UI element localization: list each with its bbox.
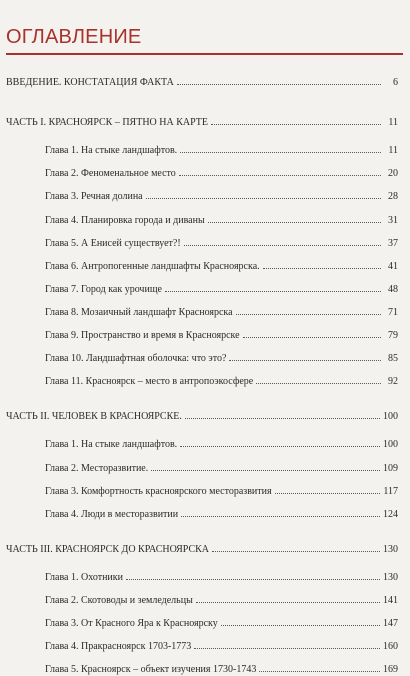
toc-entry-title: Глава 7. Город как урочище bbox=[45, 283, 162, 295]
toc-entry-title: ВВЕДЕНИЕ. КОНСТАТАЦИЯ ФАКТА bbox=[6, 77, 174, 88]
toc-entry-title: Глава 6. Антропогенные ландшафты Красноярска. bbox=[45, 260, 260, 272]
title-underline bbox=[6, 53, 403, 55]
toc-page-number: 147 bbox=[383, 618, 398, 630]
toc-entry-title: Глава 5. Красноярск – объект изучения 1730-1743 bbox=[45, 664, 257, 676]
toc-entry-title: Глава 2. Скотоводы и земледельцы bbox=[45, 595, 193, 606]
toc-dot-leader bbox=[165, 291, 381, 292]
toc-dot-leader bbox=[179, 175, 381, 176]
toc-dot-leader bbox=[243, 337, 381, 338]
toc-page-number: 48 bbox=[388, 283, 398, 295]
toc-entry-title: Глава 4. Люди в месторазвитии bbox=[45, 508, 179, 520]
toc-dot-leader bbox=[211, 124, 381, 125]
toc-chapter-entry bbox=[6, 641, 398, 653]
toc-entry-title: Глава 1. На стыке ландшафтов. bbox=[45, 145, 178, 157]
toc-dot-leader bbox=[263, 268, 381, 269]
toc-page-number: 124 bbox=[383, 508, 398, 520]
toc-page-number: 169 bbox=[383, 664, 398, 676]
toc-chapter-entry bbox=[6, 618, 398, 630]
toc-chapter-entry bbox=[6, 238, 398, 250]
toc-entry-title: Глава 4. Пракрасноярск 1703-1773 bbox=[45, 641, 192, 653]
toc-page-number: 100 bbox=[383, 439, 398, 451]
toc-page-number: 130 bbox=[383, 543, 398, 555]
toc-chapter-entry bbox=[6, 261, 398, 273]
toc-chapter-entry bbox=[6, 595, 398, 607]
toc-entry-title: Глава 11. Красноярск – место в антропоэкосфере bbox=[45, 376, 254, 388]
toc-chapter-entry bbox=[6, 439, 398, 451]
toc-page-number: 20 bbox=[388, 168, 398, 180]
toc-chapter-entry bbox=[6, 509, 398, 521]
toc-page-number: 117 bbox=[383, 485, 398, 497]
toc-page-number: 100 bbox=[383, 411, 398, 423]
toc-chapter-entry bbox=[6, 353, 398, 365]
toc-page-number: 31 bbox=[388, 214, 398, 226]
toc-dot-leader bbox=[180, 446, 380, 447]
toc-entry-title: ЧАСТЬ I. КРАСНОЯРСК – ПЯТНО НА КАРТЕ bbox=[6, 117, 209, 129]
toc-entry-title: ЧАСТЬ II. ЧЕЛОВЕК В КРАСНОЯРСКЕ. bbox=[6, 411, 182, 423]
toc-dot-leader bbox=[177, 84, 381, 85]
toc-dot-leader bbox=[221, 625, 380, 626]
toc-dot-leader bbox=[181, 516, 380, 517]
toc-dot-leader bbox=[180, 152, 381, 153]
toc-chapter-entry bbox=[6, 215, 398, 227]
toc-page-number: 109 bbox=[383, 462, 398, 474]
toc-page-number: 37 bbox=[388, 237, 398, 249]
toc-page-number: 11 bbox=[388, 145, 398, 157]
toc-entry-title: Глава 3. От Красного Яра к Красноярску bbox=[45, 618, 218, 630]
toc-part-entry bbox=[6, 77, 398, 89]
toc-page-number: 28 bbox=[388, 191, 398, 203]
toc-entry-title: Глава 10. Ландшафтная оболочка: что это? bbox=[45, 353, 227, 365]
toc-dot-leader bbox=[236, 314, 381, 315]
toc-page-number: 141 bbox=[383, 595, 398, 606]
toc-page-number: 11 bbox=[388, 117, 398, 129]
toc-chapter-entry bbox=[6, 145, 398, 157]
toc-dot-leader bbox=[229, 360, 381, 361]
toc-entry-title: Глава 2. Месторазвитие. bbox=[45, 462, 149, 474]
page-title: ОГЛАВЛЕНИЕ bbox=[6, 26, 142, 48]
toc-dot-leader bbox=[126, 579, 380, 580]
toc-chapter-entry bbox=[6, 572, 398, 584]
toc-page-number: 41 bbox=[388, 260, 398, 272]
toc-entry-title: Глава 2. Феноменальное место bbox=[45, 168, 176, 180]
toc-dot-leader bbox=[208, 222, 381, 223]
toc-entry-title: Глава 4. Планировка города и диваны bbox=[45, 214, 205, 226]
toc-dot-leader bbox=[194, 648, 380, 649]
toc-dot-leader bbox=[275, 493, 381, 494]
toc-dot-leader bbox=[196, 602, 380, 603]
toc-page-number: 85 bbox=[388, 353, 398, 365]
toc-entry-title: Глава 1. Охотники bbox=[45, 571, 123, 583]
toc-entry-title: Глава 3. Комфортность красноярского месторазвития bbox=[45, 485, 272, 497]
toc-dot-leader bbox=[256, 383, 381, 384]
toc-dot-leader bbox=[151, 470, 380, 471]
toc-entry-title: ЧАСТЬ III. КРАСНОЯРСК ДО КРАСНОЯРСКА bbox=[6, 543, 210, 555]
toc-entry-title: Глава 1. На стыке ландшафтов. bbox=[45, 439, 178, 451]
toc-chapter-entry bbox=[6, 376, 398, 388]
toc-page-number: 6 bbox=[393, 77, 398, 88]
toc-page-number: 160 bbox=[383, 641, 398, 653]
toc-entry-title: Глава 9. Пространство и время в Красноярске bbox=[45, 330, 240, 341]
toc-chapter-entry bbox=[6, 284, 398, 296]
toc-chapter-entry bbox=[6, 664, 398, 676]
toc-chapter-entry bbox=[6, 307, 398, 319]
toc-page-number: 71 bbox=[388, 306, 398, 318]
toc-chapter-entry bbox=[6, 463, 398, 475]
toc-dot-leader bbox=[184, 245, 381, 246]
toc-page-number: 92 bbox=[388, 376, 398, 388]
toc-chapter-entry bbox=[6, 330, 398, 342]
toc-dot-leader bbox=[259, 671, 380, 672]
toc-dot-leader bbox=[146, 198, 381, 199]
toc-part-entry bbox=[6, 544, 398, 556]
toc-part-entry bbox=[6, 411, 398, 423]
toc-dot-leader bbox=[212, 551, 380, 552]
toc-page-number: 130 bbox=[383, 571, 398, 583]
toc-chapter-entry bbox=[6, 486, 398, 498]
toc-chapter-entry bbox=[6, 168, 398, 180]
toc-part-entry bbox=[6, 117, 398, 129]
toc-chapter-entry bbox=[6, 191, 398, 203]
toc-entry-title: Глава 5. А Енисей существует?! bbox=[45, 237, 181, 249]
toc-entry-title: Глава 8. Мозаичный ландшафт Красноярска bbox=[45, 306, 233, 318]
toc-page-number: 79 bbox=[388, 330, 398, 341]
toc-dot-leader bbox=[185, 418, 380, 419]
toc-entry-title: Глава 3. Речная долина bbox=[45, 191, 143, 203]
